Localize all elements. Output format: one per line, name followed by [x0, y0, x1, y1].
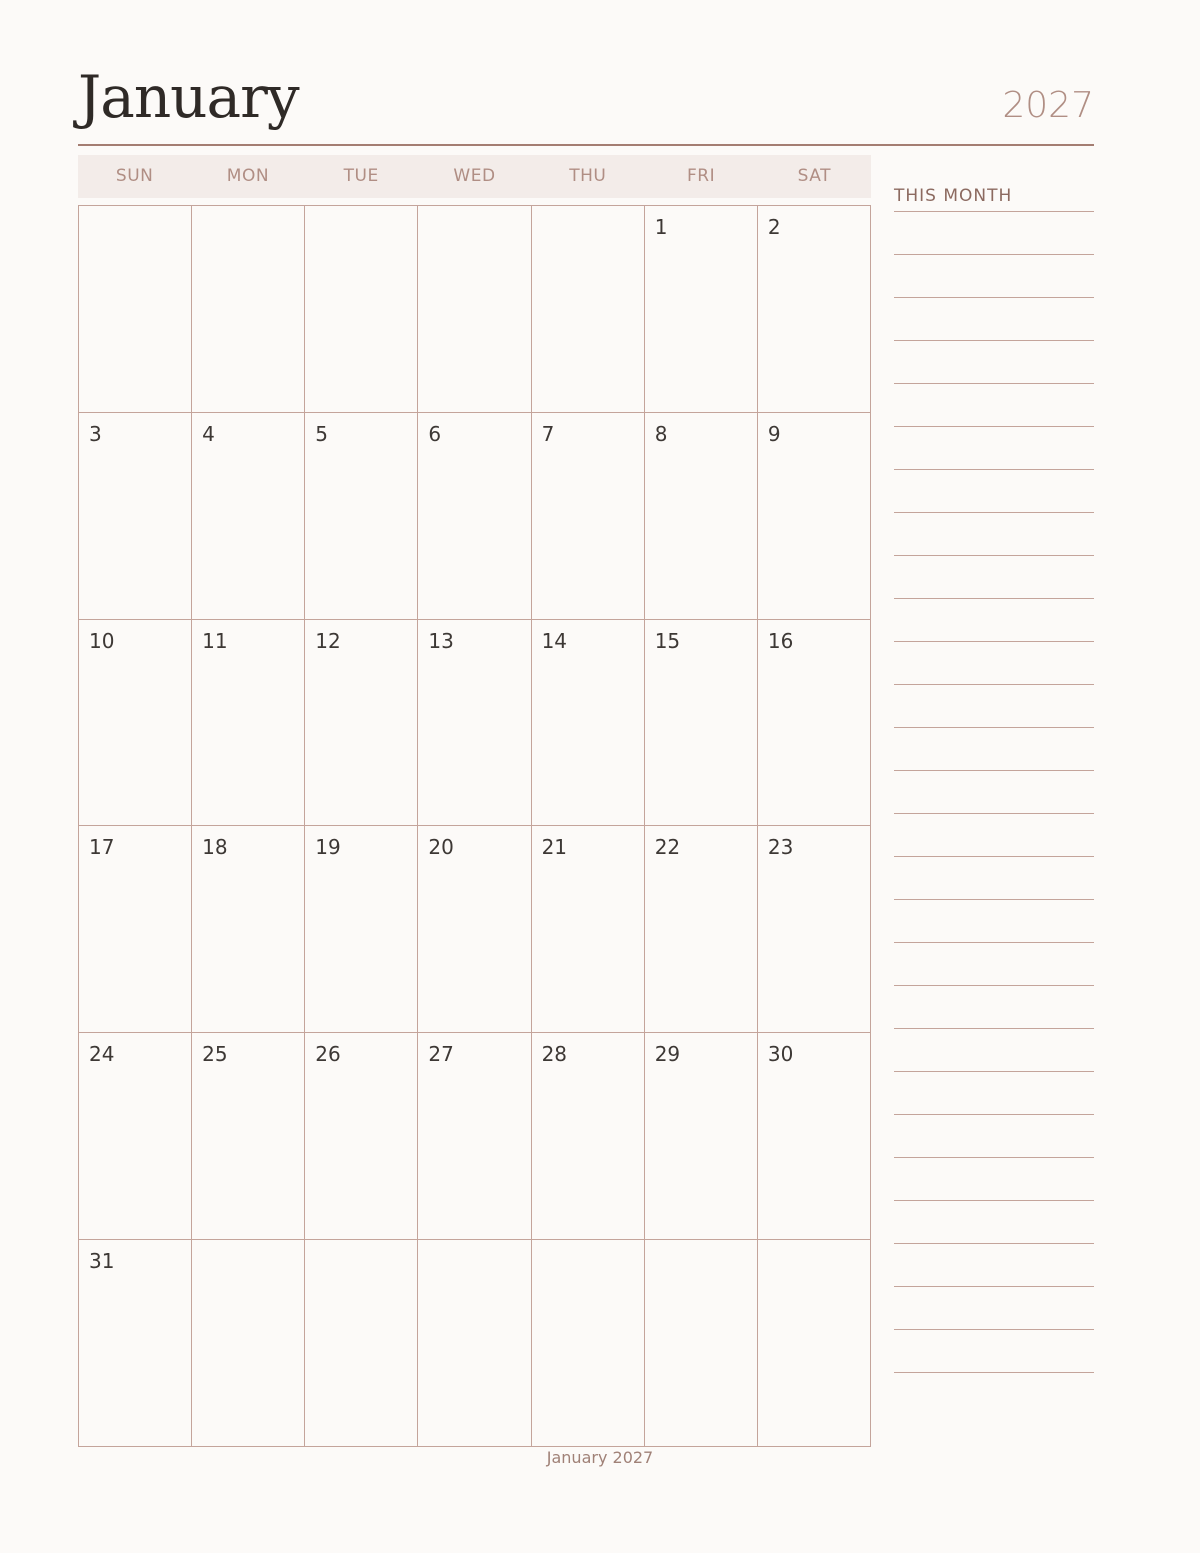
note-line[interactable]	[894, 513, 1094, 556]
note-line[interactable]	[894, 212, 1094, 255]
day-number: 3	[89, 421, 102, 446]
day-cell[interactable]	[79, 620, 192, 827]
day-cell[interactable]	[418, 1240, 531, 1447]
day-cell[interactable]	[305, 1033, 418, 1240]
day-cell[interactable]	[192, 1033, 305, 1240]
note-line[interactable]	[894, 943, 1094, 986]
note-line[interactable]	[894, 1072, 1094, 1115]
note-line[interactable]	[894, 1330, 1094, 1373]
year-label: 2027	[1002, 85, 1094, 126]
day-cell[interactable]	[532, 413, 645, 620]
note-line[interactable]	[894, 298, 1094, 341]
note-line[interactable]	[894, 1115, 1094, 1158]
day-number: 6	[428, 421, 442, 446]
day-cell[interactable]	[532, 1033, 645, 1240]
note-line[interactable]	[894, 900, 1094, 943]
note-line[interactable]	[894, 857, 1094, 900]
day-cell[interactable]	[418, 620, 531, 827]
day-cell[interactable]	[758, 206, 871, 413]
notes-title: THIS MONTH	[894, 184, 1094, 212]
day-cell[interactable]	[79, 413, 192, 620]
day-number: 13	[428, 628, 454, 653]
day-number: 22	[654, 835, 681, 860]
day-number: 27	[428, 1042, 454, 1067]
note-line[interactable]	[894, 255, 1094, 298]
day-cell[interactable]	[192, 620, 305, 827]
note-line[interactable]	[894, 556, 1094, 599]
note-lines	[894, 212, 1094, 1373]
day-cell[interactable]	[192, 1240, 305, 1447]
day-number: 12	[315, 628, 341, 653]
day-cell[interactable]	[418, 413, 531, 620]
day-number: 25	[202, 1042, 228, 1067]
note-line[interactable]	[894, 986, 1094, 1029]
day-number: 16	[767, 628, 794, 653]
day-cell[interactable]	[192, 413, 305, 620]
day-number: 9	[767, 421, 781, 446]
notes-panel	[894, 184, 1094, 1373]
note-line[interactable]	[894, 1244, 1094, 1287]
note-line[interactable]	[894, 1201, 1094, 1244]
note-line[interactable]	[894, 728, 1094, 771]
day-number: 23	[767, 835, 794, 860]
day-cell[interactable]	[645, 206, 758, 413]
day-number: 28	[541, 1042, 568, 1067]
calendar-grid	[78, 205, 871, 1447]
day-cell[interactable]	[192, 826, 305, 1033]
note-line[interactable]	[894, 642, 1094, 685]
day-cell[interactable]	[79, 206, 192, 413]
day-cell[interactable]	[192, 206, 305, 413]
day-number: 18	[202, 835, 228, 860]
day-cell[interactable]	[418, 206, 531, 413]
day-cell[interactable]	[645, 1033, 758, 1240]
day-cell[interactable]	[645, 1240, 758, 1447]
day-cell[interactable]	[758, 826, 871, 1033]
weekday-label: SAT	[797, 166, 831, 186]
note-line[interactable]	[894, 1158, 1094, 1201]
note-line[interactable]	[894, 341, 1094, 384]
day-number: 8	[654, 421, 668, 446]
footer-label: January 2027	[546, 1448, 654, 1467]
day-cell[interactable]	[758, 1240, 871, 1447]
day-cell[interactable]	[532, 206, 645, 413]
weekday-label: WED	[453, 166, 496, 186]
day-cell[interactable]	[645, 826, 758, 1033]
day-number: 17	[89, 835, 115, 860]
day-cell[interactable]	[645, 620, 758, 827]
note-line[interactable]	[894, 814, 1094, 857]
day-cell[interactable]	[418, 826, 531, 1033]
day-number: 4	[202, 421, 215, 446]
note-line[interactable]	[894, 685, 1094, 728]
day-number: 2	[767, 215, 781, 239]
day-cell[interactable]	[305, 206, 418, 413]
day-number: 21	[541, 835, 568, 860]
note-line[interactable]	[894, 599, 1094, 642]
day-number: 14	[541, 628, 568, 653]
day-number: 26	[315, 1042, 341, 1067]
note-line[interactable]	[894, 427, 1094, 470]
day-number: 7	[541, 421, 555, 446]
day-cell[interactable]	[532, 826, 645, 1033]
day-cell[interactable]	[758, 620, 871, 827]
note-line[interactable]	[894, 1287, 1094, 1330]
day-cell[interactable]	[645, 413, 758, 620]
day-cell[interactable]	[79, 1240, 192, 1447]
day-number: 20	[428, 835, 454, 860]
day-number: 31	[89, 1249, 115, 1274]
day-cell[interactable]	[79, 826, 192, 1033]
day-cell[interactable]	[305, 413, 418, 620]
day-number: 11	[202, 628, 228, 653]
day-cell[interactable]	[79, 1033, 192, 1240]
day-number: 5	[315, 421, 329, 446]
title-divider	[78, 144, 1094, 146]
day-number: 15	[654, 628, 681, 653]
note-line[interactable]	[894, 1029, 1094, 1072]
month-title: January	[78, 63, 299, 131]
day-number: 24	[89, 1042, 115, 1067]
weekday-label: SUN	[115, 166, 154, 186]
day-cell[interactable]	[532, 1240, 645, 1447]
day-cell[interactable]	[305, 620, 418, 827]
day-cell[interactable]	[305, 1240, 418, 1447]
day-number: 29	[654, 1042, 681, 1067]
note-line[interactable]	[894, 470, 1094, 513]
note-line[interactable]	[894, 771, 1094, 814]
day-cell[interactable]	[418, 1033, 531, 1240]
day-number: 1	[654, 215, 668, 239]
day-cell[interactable]	[305, 826, 418, 1033]
weekday-label: TUE	[343, 166, 379, 186]
day-cell[interactable]	[532, 620, 645, 827]
day-cell[interactable]	[758, 1033, 871, 1240]
day-number: 19	[315, 835, 341, 860]
day-number: 30	[767, 1042, 794, 1067]
weekday-header	[78, 155, 871, 198]
weekday-label: FRI	[686, 166, 716, 186]
weekday-label: MON	[226, 166, 270, 186]
note-line[interactable]	[894, 384, 1094, 427]
weekday-label: THU	[569, 166, 607, 186]
day-cell[interactable]	[758, 413, 871, 620]
day-number: 10	[89, 628, 115, 653]
